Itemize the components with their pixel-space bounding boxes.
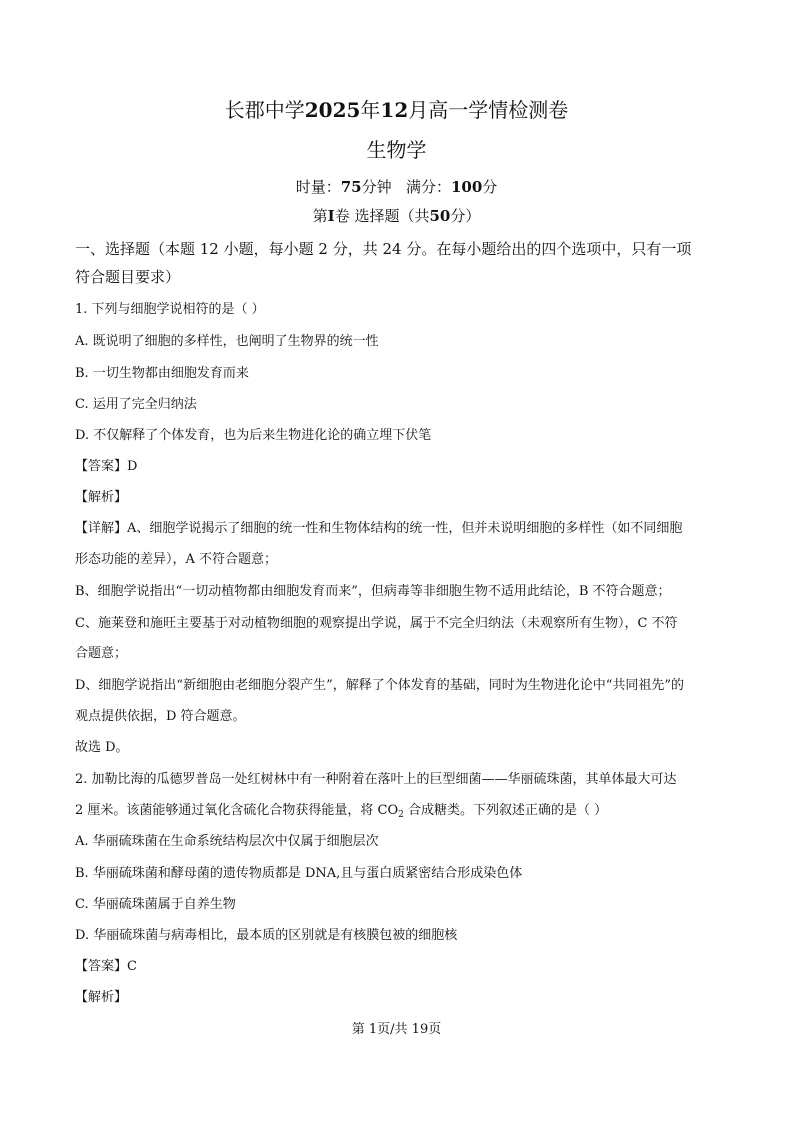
q1-option-a: A. 既说明了细胞的多样性，也阐明了生物界的统一性 [75,334,379,349]
q1-detail-line: 【详解】A、细胞学说揭示了细胞的统一性和生物体结构的统一性，但并未说明细胞的多样性（如不同细胞 [75,521,683,536]
q1-answer: 【答案】D [75,459,138,474]
q1-detail-line: 合题意； [75,646,128,661]
q2-stem-line2: 2 厘米。该菌能够通过氧化含硫化合物获得能量，将 $CO_2$ 合成糖类。下列叙述正确的是（ ） [75,803,608,820]
section-title: 第I卷 选择题（共50分） [312,207,481,225]
co2-subscript: 2 [398,810,404,820]
q1-detail-line: D、细胞学说指出“新细胞由老细胞分裂产生”，解释了个体发育的基础，同时为生物进化论中“共同祖先”的 [75,678,685,693]
exam-title: 长郡中学2025年12月高一学情检测卷 [224,98,569,122]
q1-option-c: C. 运用了完全归纳法 [75,397,197,412]
q1-option-d: D. 不仅解释了个体发育，也为后来生物进化论的确立埋下伏笔 [75,428,432,443]
q1-detail-line: B、细胞学说指出“一切动植物都由细胞发育而来”，但病毒等非细胞生物不适用此结论，B 不符合题意； [75,584,671,599]
q1-stem: 1. 下列与细胞学说相符的是（ ） [75,302,265,317]
q1-detail-line: 观点提供依据，D 符合题意。 [75,709,246,724]
q1-detail-line: C、施莱登和施旺主要基于对动植物细胞的观察提出学说，属于不完全归纳法（未观察所有生物），C 不符 [75,616,678,631]
page-number: 第 1页/共 19页 [351,1022,442,1037]
q1-option-b: B. 一切生物都由细胞发育而来 [75,366,249,381]
q2-answer: 【答案】C [75,959,137,974]
q1-analysis-label: 【解析】 [75,490,128,505]
q1-conclusion: 故选 D。 [75,740,129,755]
q2-analysis-label: 【解析】 [75,990,128,1005]
time-and-score: 时量：75分钟 满分：100分 [295,178,498,196]
part-heading-line1: 一、选择题（本题 12 小题，每小题 2 分，共 24 分。在每小题给出的四个选项中，只有一项 [75,240,692,258]
q1-detail-line: 形态功能的差异），A 不符合题意； [75,552,278,567]
q2-option-c: C. 华丽硫珠菌属于自养生物 [75,897,236,912]
subject-title: 生物学 [366,138,427,162]
q2-option-b: B. 华丽硫珠菌和酵母菌的遗传物质都是 DNA,且与蛋白质紧密结合形成染色体 [75,866,523,881]
q2-option-a: A. 华丽硫珠菌在生命系统结构层次中仅属于细胞层次 [75,834,379,849]
part-heading-line2: 符合题目要求） [75,268,181,286]
q2-option-d: D. 华丽硫珠菌与病毒相比，最本质的区别就是有核膜包被的细胞核 [75,928,458,943]
q2-stem-line1: 2. 加勒比海的瓜德罗普岛一处红树林中有一种附着在落叶上的巨型细菌——华丽硫珠菌，其单体最大可达 [75,772,677,787]
